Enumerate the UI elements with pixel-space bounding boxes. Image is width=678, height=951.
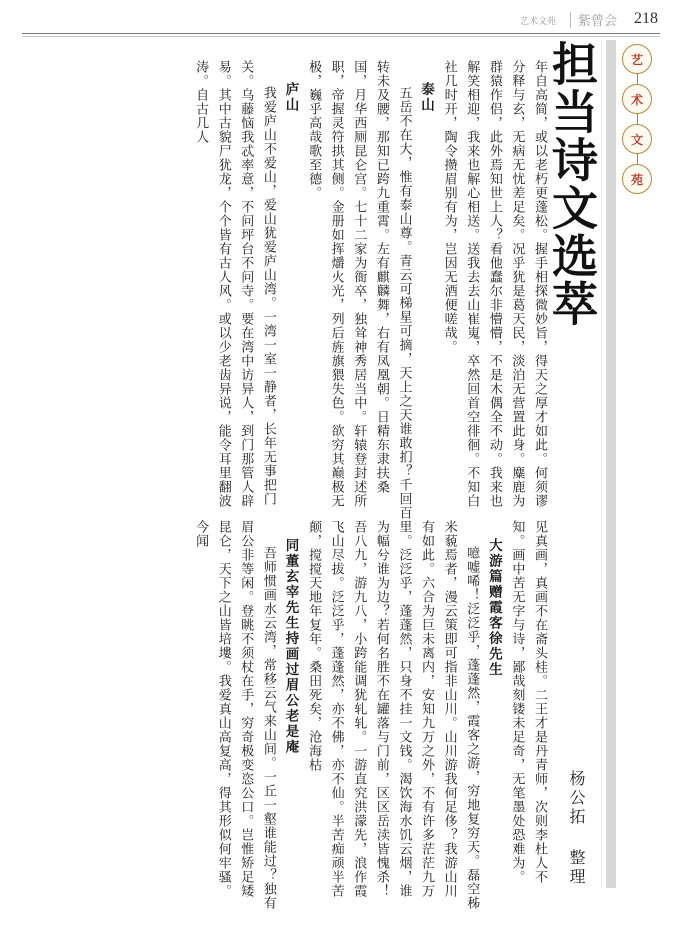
- poem-title-lushan: 庐山: [282, 82, 299, 113]
- header-mark: 紫曾会: [578, 14, 618, 29]
- header-divider: [570, 12, 571, 28]
- page-number: 218: [634, 10, 658, 27]
- article-paragraph: 年自高简，或以老朽更蓬松。握手相探微妙旨，得天之厚才如此。何须谬分释与玄，无病无忧差足矣。况乎犹是葛天民，淡泊无营置此身。麋鹿为群猿作侣，此外焉知世上人？看他蠢尔非懵懵，不是木偶全不动。我来也解笑相迎，我来也解心相送。送我去去山崔嵬，卒然回首空徘徊。不知白社几时开，陶令攒眉别有为，岂因无酒便嗟哉。: [441, 60, 547, 508]
- stamp-icon: 文: [622, 124, 652, 154]
- article-paragraph: 五岳不在大，惟有泰山尊。青云可梯星可摘，天上之天谁敢扪？千回百转未及腰，那知已跨九重霄。左有麒麟舞，右有凤凰朝。日精东隶扶桑国，月华西厕昆仑宫。七十二家为衙卒，独耸神秀居当中。轩辕登封述所职，帝握灵符拱其侧。金册如挥爝火光，列后旌旗猥失色。欲穷其巅极无极，巍乎高哉歌至德。: [306, 60, 412, 520]
- header-rule: [22, 33, 660, 34]
- column-stamps: [620, 44, 654, 204]
- poem-title-dayou: 大游篇赠霞客徐先生: [485, 538, 502, 678]
- article-column-bottom: [46, 520, 550, 910]
- article-paragraph: 吾师惯画水云湾，常移云气来山间。一丘一壑谁能过？独有眉公非等闲。登眺不须杖在手，穷奇极变恣公口。岂惟矫足矮昆仑，天下之山皆培塿。我爱真山高复高，得其形似何牢骚。今闻: [193, 520, 276, 910]
- poem-title-dongxuanzai: 同董玄宰先生持画过眉公老是庵: [282, 538, 299, 755]
- compiler-credit: 杨公拓 整理: [567, 770, 586, 887]
- side-bar: [606, 40, 616, 888]
- article-paragraph: 见真画，真画不在斋头桂。二王才是丹青师，次则李杜人不知。画中苦无字与诗，鄙哉刻镂未足奇，无笔墨处恐难为。: [509, 520, 547, 884]
- stamp-icon: 术: [622, 84, 652, 114]
- stamp-icon: 苑: [622, 164, 652, 194]
- article-paragraph: 我爱庐山不爱山，爱山犹爱庐山湾。一湾一室一静者，长年无事把门关。乌藤恼我忒率意，不问坪台不问寺。要在湾中访异人，到门那管人辟易。其中古貌尸犹龙，个个皆有古人风。或以少老齿异说，能令耳里翻波涛。自古几人: [193, 60, 276, 508]
- column-name: 艺术文苑: [520, 17, 557, 27]
- page-header: [0, 0, 678, 40]
- poem-title-taishan: 泰山: [418, 82, 435, 113]
- section-title: 担当诗文选萃: [545, 40, 599, 328]
- stamp-icon: 艺: [622, 44, 652, 74]
- article-column-top: [46, 60, 550, 520]
- article-paragraph: 噫嘘唏！泛泛乎，蓬蓬然，霞客之游，穷地复穷天。磊空秭米藐焉者，漫云策即可指非山川。山川游我何足侈？我游山川有如此。六合为巨未离内，安知九万之外，不有许多茫茫九万里。泛泛乎，蓬蓬然，只身不挂一文钱。渴饮海水饥云烟，谁为幅兮谁为边？若何名胜不在罐落与门前，区区岳渎皆愧杀！吾八九，游九八，小跨能调犹轧轧。一游直究洪濛先，浪作霞飞山尽拔。泛泛乎，蓬蓬然，亦不佛，亦不仙。半苦痴顽半苦颠，搅搅天地年复年。桑田死矣，沧海枯: [306, 520, 480, 910]
- side-divider: [601, 40, 602, 888]
- header-rule-secondary: [22, 36, 660, 37]
